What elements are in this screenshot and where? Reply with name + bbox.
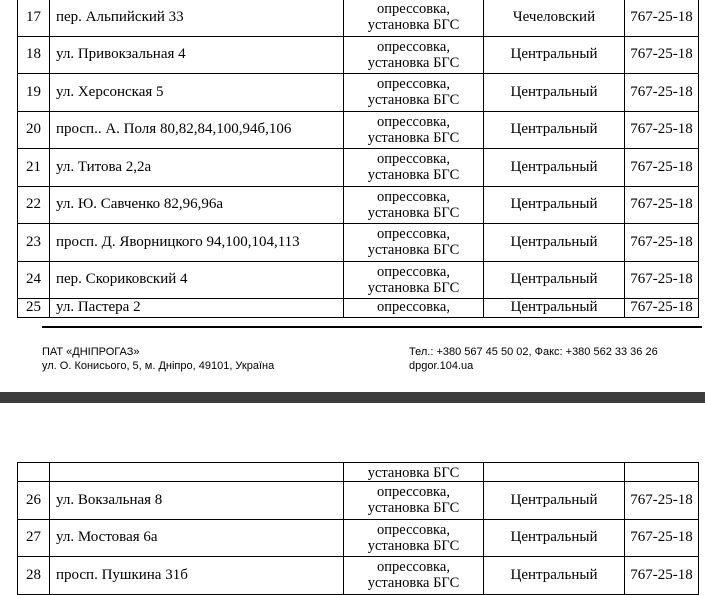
work-type-line: опрессовка, xyxy=(377,113,450,130)
work-type-line: установка БГС xyxy=(367,204,460,221)
row-number: 24 xyxy=(18,261,50,299)
footer-company-block xyxy=(42,345,274,373)
district-cell: Центральный xyxy=(484,36,625,74)
phone-cell: 767-25-18 xyxy=(625,149,699,187)
table-row xyxy=(18,482,699,520)
work-type-cell xyxy=(344,0,484,36)
address-cell: ул. Привокзальная 4 xyxy=(50,36,344,74)
table-row xyxy=(18,299,699,318)
row-number: 19 xyxy=(18,74,50,112)
row-number xyxy=(18,463,50,482)
work-type-line: опрессовка, xyxy=(377,521,450,538)
table-row xyxy=(18,224,699,262)
work-type-cell xyxy=(344,519,484,557)
table-row-continuation xyxy=(18,463,699,482)
address-cell: ул. Титова 2,2а xyxy=(50,149,344,187)
footer-divider xyxy=(42,326,702,328)
work-type-line: установка БГС xyxy=(367,167,460,184)
phone-cell: 767-25-18 xyxy=(625,111,699,149)
district-cell: Центральный xyxy=(484,519,625,557)
work-type-line: опрессовка, xyxy=(377,559,450,576)
company-phones: Тел.: +380 567 45 50 02, Факс: +380 562 33 36 26 xyxy=(409,346,658,358)
works-table-body xyxy=(18,0,699,318)
company-address: ул. О. Конисього, 5, м. Дніпро, 49101, Україна xyxy=(42,360,275,372)
address-cell: ул. Мостовая 6а xyxy=(50,519,344,557)
work-type-line: опрессовка, xyxy=(377,299,450,315)
phone-cell: 767-25-18 xyxy=(625,36,699,74)
phone-cell: 767-25-18 xyxy=(625,261,699,299)
work-type-cell xyxy=(344,557,484,595)
page-separator xyxy=(0,392,705,403)
address-cell: ул. Вокзальная 8 xyxy=(50,482,344,520)
work-type-line: установка БГС xyxy=(367,54,460,71)
works-table-page2 xyxy=(17,462,699,595)
work-type-line: установка БГС xyxy=(367,242,460,259)
address-cell: ул. Херсонская 5 xyxy=(50,74,344,112)
district-cell: Центральный xyxy=(484,299,625,318)
table-row xyxy=(18,36,699,74)
table-row xyxy=(18,111,699,149)
phone-cell: 767-25-18 xyxy=(625,519,699,557)
district-cell: Центральный xyxy=(484,74,625,112)
work-type-line: установка БГС xyxy=(367,500,460,517)
phone-cell xyxy=(625,463,699,482)
district-cell: Чечеловский xyxy=(484,0,625,36)
work-type-line: установка БГС xyxy=(367,575,460,592)
work-type-line: установка БГС xyxy=(367,279,460,296)
work-type-cell xyxy=(344,74,484,112)
work-type-line: опрессовка, xyxy=(377,484,450,501)
document-page-bottom xyxy=(0,403,705,595)
district-cell: Центральный xyxy=(484,482,625,520)
row-number: 18 xyxy=(18,36,50,74)
table-row xyxy=(18,557,699,595)
works-table-page1 xyxy=(17,0,699,318)
footer-contact-block xyxy=(409,345,658,373)
works-table-body xyxy=(18,463,699,595)
row-number: 23 xyxy=(18,224,50,262)
address-cell: ул. Пастера 2 xyxy=(50,299,344,318)
district-cell: Центральный xyxy=(484,111,625,149)
table-row xyxy=(18,0,699,36)
work-type-line: опрессовка, xyxy=(377,1,450,18)
row-number: 26 xyxy=(18,482,50,520)
company-website[interactable]: dpgor.104.ua xyxy=(409,360,474,372)
phone-cell: 767-25-18 xyxy=(625,299,699,318)
work-type-line: опрессовка, xyxy=(377,76,450,93)
work-type-line: установка БГС xyxy=(367,129,460,146)
work-type-line: установка БГС xyxy=(367,17,460,34)
work-type-cell xyxy=(344,111,484,149)
address-cell xyxy=(50,463,344,482)
work-type-line: опрессовка, xyxy=(377,263,450,280)
row-number: 20 xyxy=(18,111,50,149)
table-row xyxy=(18,149,699,187)
table-row xyxy=(18,74,699,112)
phone-cell: 767-25-18 xyxy=(625,557,699,595)
address-cell: пер. Скориковский 4 xyxy=(50,261,344,299)
address-cell: просп. Пушкина 31б xyxy=(50,557,344,595)
table-row xyxy=(18,261,699,299)
work-type-cell xyxy=(344,261,484,299)
work-type-cell: установка БГС xyxy=(344,463,484,482)
phone-cell: 767-25-18 xyxy=(625,186,699,224)
work-type-line: опрессовка, xyxy=(377,38,450,55)
table-row xyxy=(18,519,699,557)
table-row xyxy=(18,186,699,224)
district-cell: Центральный xyxy=(484,149,625,187)
address-cell: просп.. А. Поля 80,82,84,100,94б,106 xyxy=(50,111,344,149)
district-cell: Центральный xyxy=(484,186,625,224)
phone-cell: 767-25-18 xyxy=(625,0,699,36)
district-cell xyxy=(484,463,625,482)
phone-cell: 767-25-18 xyxy=(625,224,699,262)
work-type-line: опрессовка, xyxy=(377,188,450,205)
row-number: 17 xyxy=(18,0,50,36)
work-type-cell xyxy=(344,149,484,187)
work-type-cell xyxy=(344,224,484,262)
district-cell: Центральный xyxy=(484,261,625,299)
work-type-line: установка БГС xyxy=(367,537,460,554)
district-cell: Центральный xyxy=(484,557,625,595)
row-number: 21 xyxy=(18,149,50,187)
phone-cell: 767-25-18 xyxy=(625,482,699,520)
address-cell: пер. Альпийский 33 xyxy=(50,0,344,36)
work-type-line: опрессовка, xyxy=(377,226,450,243)
work-type-cell xyxy=(344,186,484,224)
row-number: 22 xyxy=(18,186,50,224)
work-type-line: опрессовка, xyxy=(377,151,450,168)
company-name: ПАТ «ДНІПРОГАЗ» xyxy=(42,346,140,358)
address-cell: просп. Д. Яворницкого 94,100,104,113 xyxy=(50,224,344,262)
work-type-cell xyxy=(344,299,484,318)
row-number: 27 xyxy=(18,519,50,557)
row-number: 28 xyxy=(18,557,50,595)
district-cell: Центральный xyxy=(484,224,625,262)
phone-cell: 767-25-18 xyxy=(625,74,699,112)
work-type-cell xyxy=(344,36,484,74)
address-cell: ул. Ю. Савченко 82,96,96а xyxy=(50,186,344,224)
work-type-cell xyxy=(344,482,484,520)
row-number: 25 xyxy=(18,299,50,318)
work-type-line: установка БГС xyxy=(367,92,460,109)
